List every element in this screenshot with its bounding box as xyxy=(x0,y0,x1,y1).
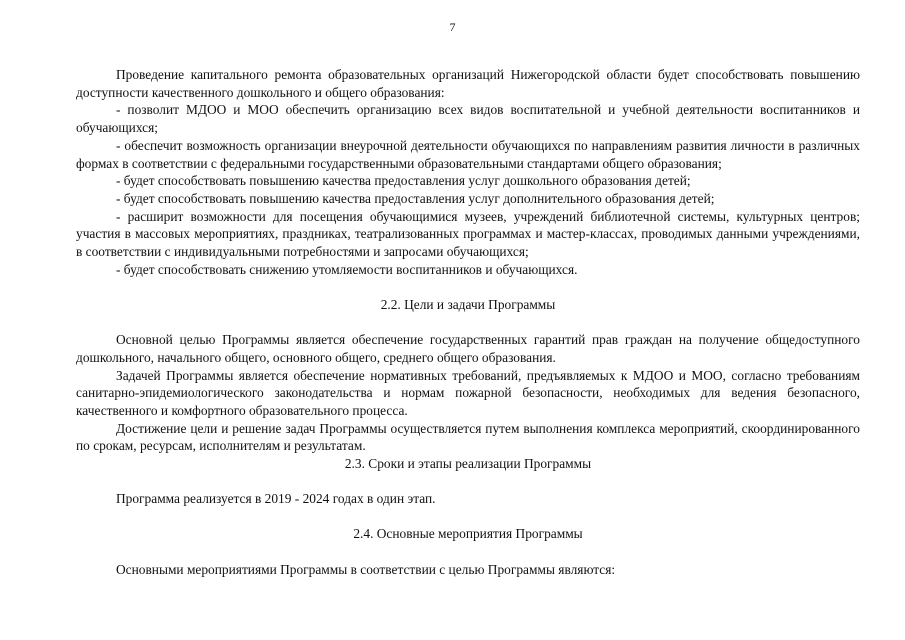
intro-paragraph: Проведение капитального ремонта образовательных организаций Нижегородской области будет способствовать повышению доступности качественного дошкольного и общего образования: xyxy=(76,67,860,100)
list-item: - будет способствовать повышению качества предоставления услуг дополнительного образования детей; xyxy=(116,190,715,206)
section-heading-2-3: 2.3. Сроки и этапы реализации Программы xyxy=(344,456,592,472)
task-paragraph: Задачей Программы является обеспечение нормативных требований, предъявляемых к МДОО и МОО, согласно требованиям санитарно-эпидемиологического законодательства и нормам пожарной безопасности, необходимых для ведения безопасного, качественного и комфортного образовательного процесса. xyxy=(76,367,860,418)
list-item: - позволит МДОО и МОО обеспечить организацию всех видов воспитательной и учебной деятельности воспитанников и обучающихся; xyxy=(76,102,860,136)
list-item: - будет способствовать снижению утомляемости воспитанников и обучающихся. xyxy=(116,261,578,277)
achievement-paragraph: Достижение цели и решение задач Программы осуществляется путем выполнения комплекса мероприятий, скоординированного по срокам, ресурсам, исполнителям и результатам. xyxy=(76,420,860,454)
list-item: - расширит возможности для посещения обучающимися музеев, учреждений библиотечной системы, культурных центров; участия в массовых мероприятиях, праздниках, театрализованных программах и мастер-классах, проводимых данными учреждениями, в соответствии с индивидуальными потребностями и запросами обучающихся; xyxy=(76,208,860,260)
goal-paragraph: Основной целью Программы является обеспечение государственных гарантий прав граждан на получение общедоступного дошкольного, начального общего, основного общего, среднего общего образования. xyxy=(76,332,860,365)
document-body xyxy=(76,66,860,578)
section-heading-2-4: 2.4. Основные мероприятия Программы xyxy=(353,526,583,542)
page-number: 7 xyxy=(449,20,456,34)
list-item: - будет способствовать повышению качества предоставления услуг дошкольного образования детей; xyxy=(116,173,691,189)
timeline-paragraph: Программа реализуется в 2019 - 2024 годах в один этап. xyxy=(116,491,436,507)
list-item: - обеспечит возможность организации внеурочной деятельности обучающихся по направлениям развития личности в различных формах в соответствии с федеральными государственными образовательными стандартами общего образования; xyxy=(76,137,860,171)
section-heading-2-2: 2.2. Цели и задачи Программы xyxy=(380,296,556,312)
measures-paragraph: Основными мероприятиями Программы в соответствии с целью Программы являются: xyxy=(116,561,616,577)
